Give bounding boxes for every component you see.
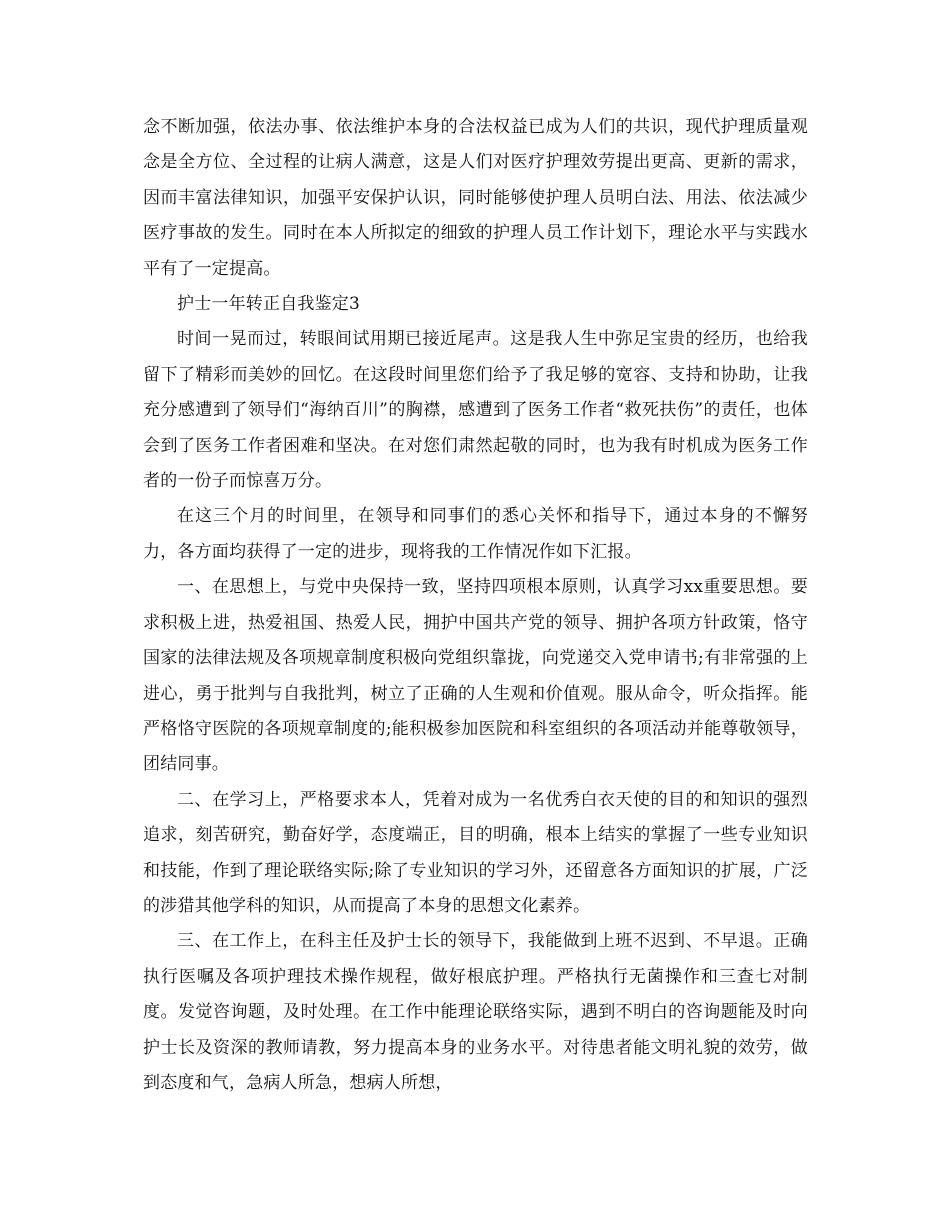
body-paragraph-3: 一、在思想上，与党中央保持一致，坚持四项根本原则，认真学习xx重要思想。要求积极上进，热爱祖国、热爱人民，拥护中国共产党的领导、拥护各项方针政策，恪守国家的法律法规及各项规章制度积极向党组织靠拢，向党递交入党申请书;有非常强的上进心，勇于批判与自我批判，树立了正确的人生观和价值观。服从命令，听众指挥。能严格恪守医院的各项规章制度的;能积极参加医院和科室组织的各项活动并能尊敬领导，团结同事。 — [143, 577, 808, 775]
body-paragraph-1: 时间一晃而过，转眼间试用期已接近尾声。这是我人生中弥足宝贵的经历，也给我留下了精彩而美妙的回忆。在这段时间里您们给予了我足够的宽容、支持和协助，让我充分感遭到了领导们“海纳百川”的胸襟，感遭到了医务工作者“救死扶伤”的责任，也体会到了医务工作者困难和坚决。在对您们肃然起敬的同时，也为我有时机成为医务工作者的一份子而惊喜万分。 — [143, 329, 808, 492]
continuation-paragraph: 念不断加强，依法办事、依法维护本身的合法权益已成为人们的共识，现代护理质量观念是全方位、全过程的让病人满意，这是人们对医疗护理效劳提出更高、更新的需求，因而丰富法律知识，加强平安保护认识，同时能够使护理人员明白法、用法、依法减少医疗事故的发生。同时在本人所拟定的细致的护理人员工作计划下，理论水平与实践水平有了一定提高。 — [143, 117, 808, 279]
section-title: 护士一年转正自我鉴定3 — [177, 294, 361, 315]
body-paragraph-2: 在这三个月的时间里，在领导和同事们的悉心关怀和指导下，通过本身的不懈努力，各方面均获得了一定的进步，现将我的工作情况作如下汇报。 — [143, 506, 808, 562]
body-paragraph-4: 二、在学习上，严格要求本人，凭着对成为一名优秀白衣天使的目的和知识的强烈追求，刻苦研究，勤奋好学，态度端正，目的明确，根本上结实的掌握了一些专业知识和技能，作到了理论联络实际;除了专业知识的学习外，还留意各方面知识的扩展，广泛的涉猎其他学科的知识，从而提高了本身的思想文化素养。 — [143, 789, 808, 916]
body-paragraph-5: 三、在工作上，在科主任及护士长的领导下，我能做到上班不迟到、不早退。正确执行医嘱及各项护理技术操作规程，做好根底护理。严格执行无菌操作和三查七对制度。发觉咨询题，及时处理。在工作中能理论联络实际，遇到不明白的咨询题能及时向护士长及资深的教师请教，努力提高本身的业务水平。对待患者能文明礼貌的效劳，做到态度和气，急病人所急，想病人所想， — [143, 931, 808, 1093]
document-body — [143, 110, 808, 1101]
